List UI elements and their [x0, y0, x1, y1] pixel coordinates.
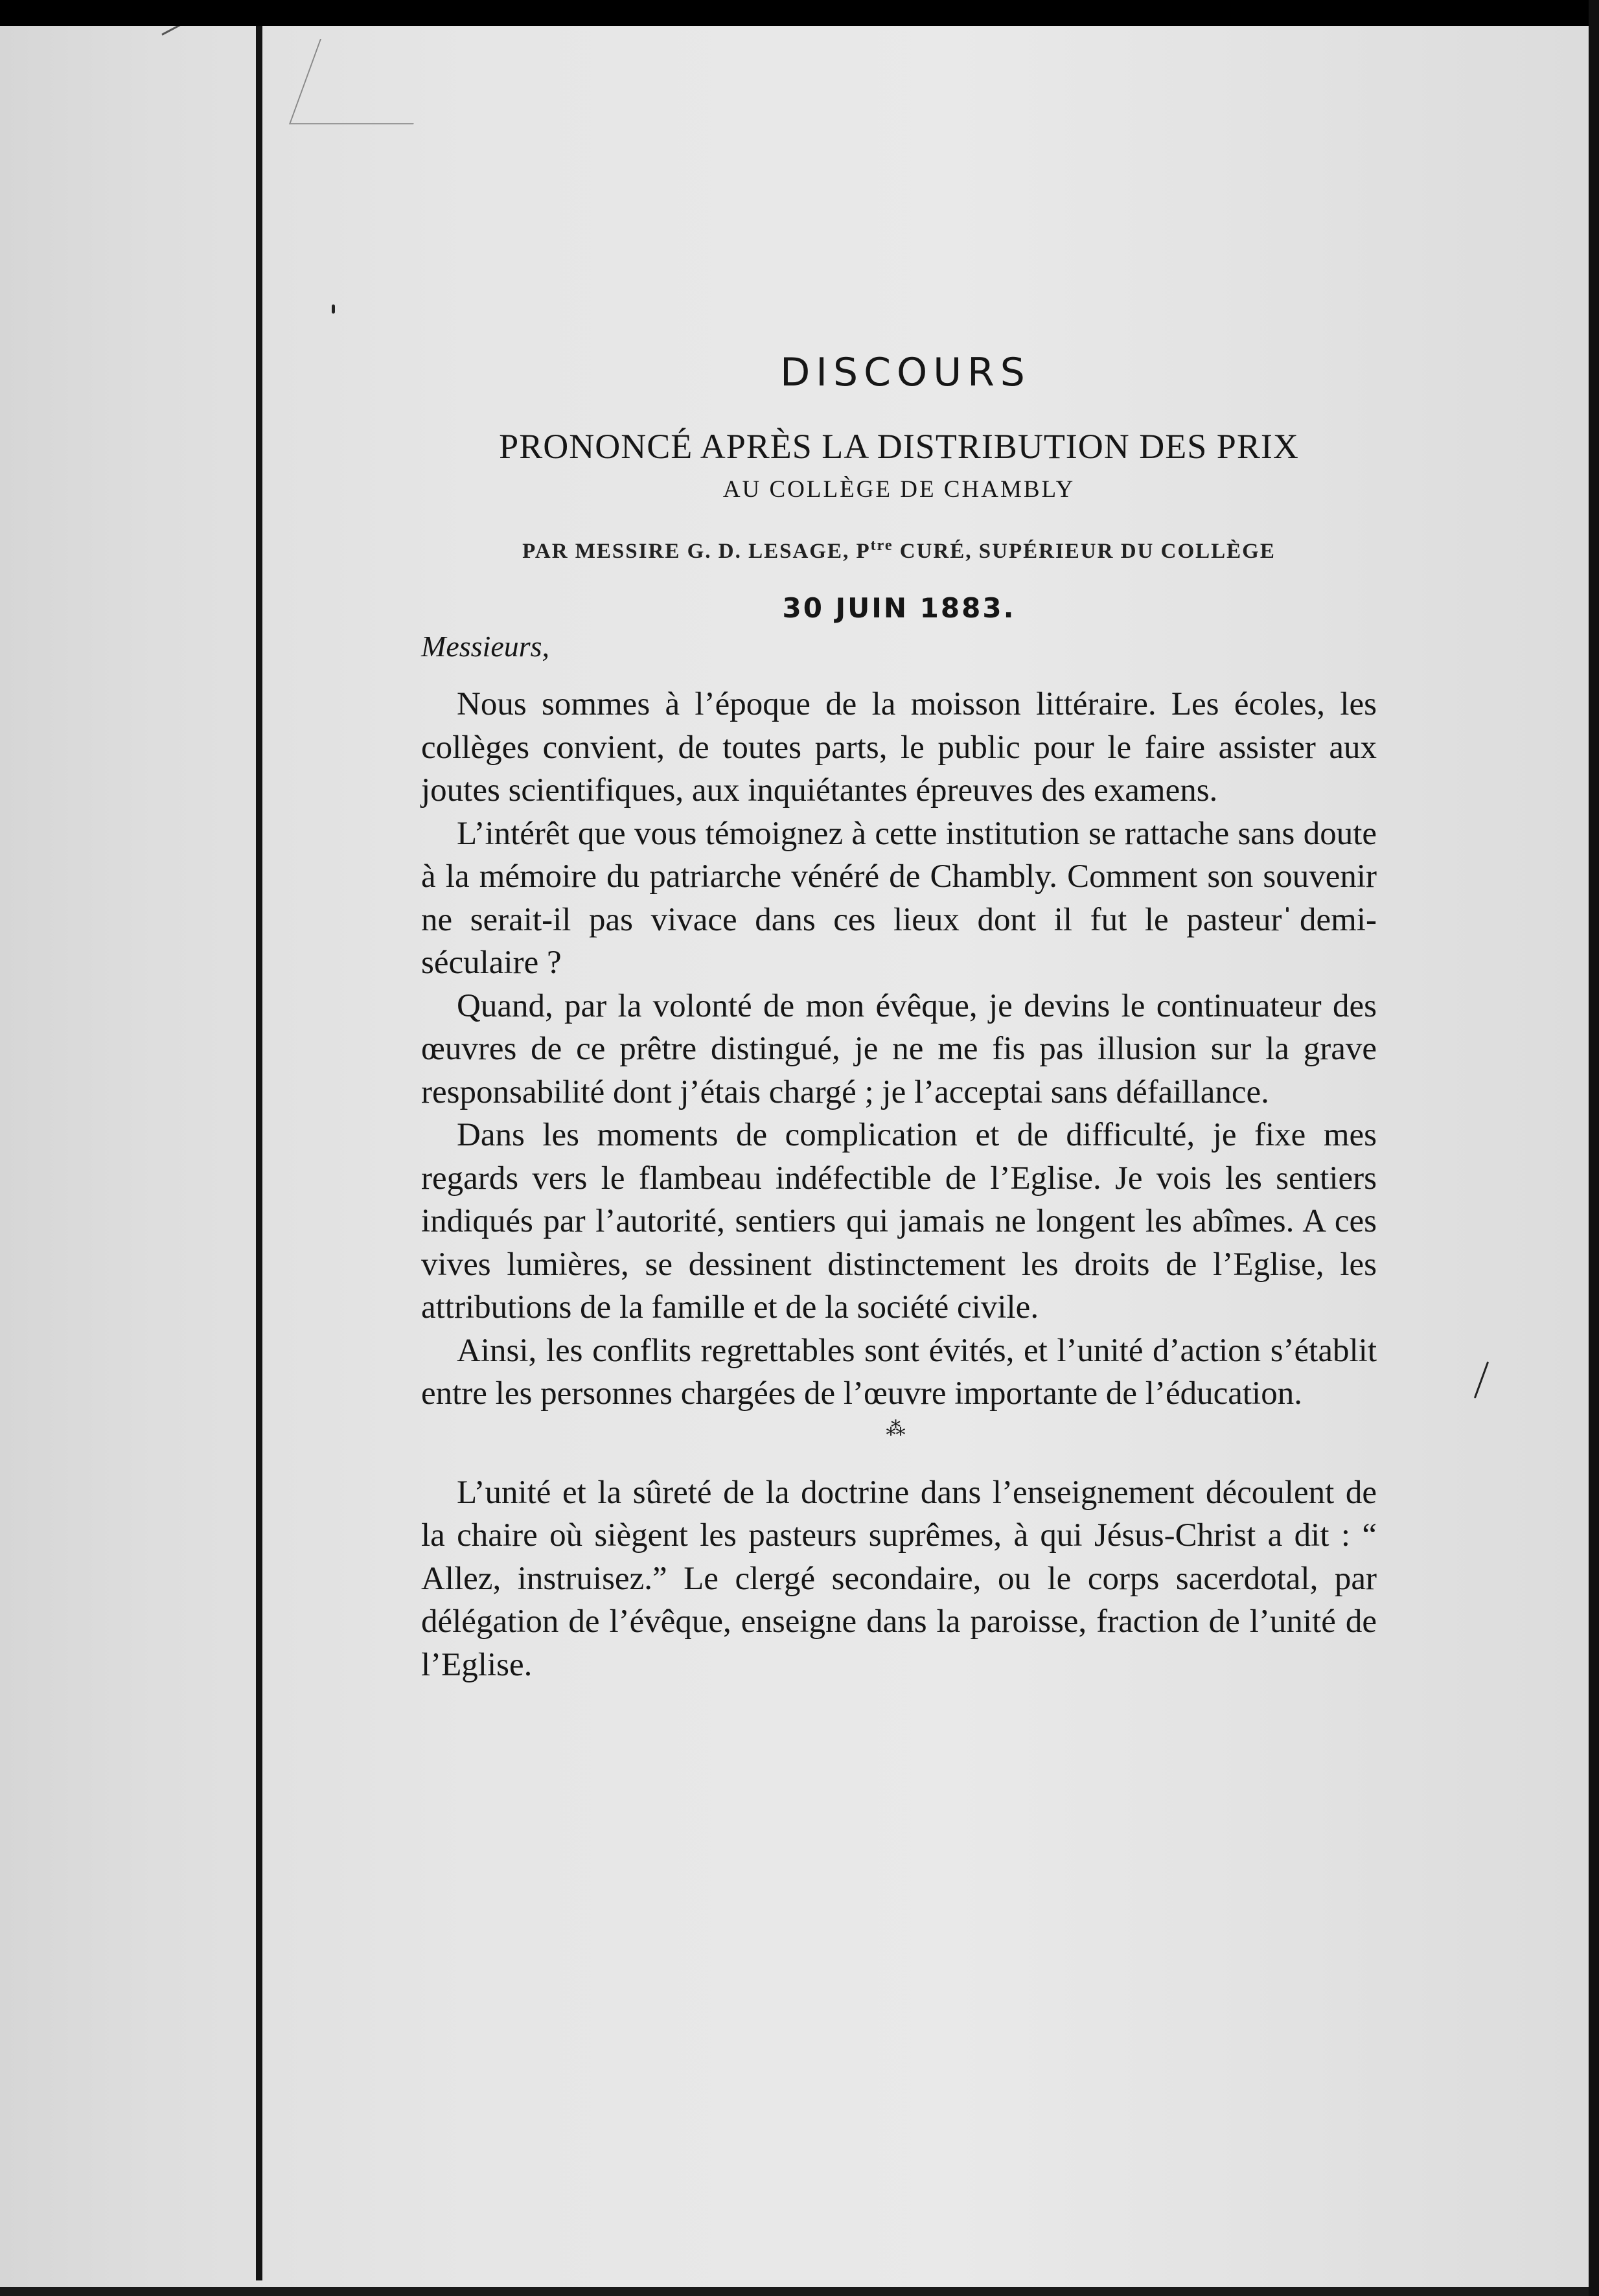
document-author [421, 537, 1377, 564]
paragraph: L’unité et la sûreté de la doctrine dans l’enseignement découlent de la chaire où siègent les pasteurs suprêmes, à qui Jésus-Christ a dit : “ Allez, instruisez.” Le clergé secondaire, ou le corps sacerdotal, par délégation de l’évêque, enseigne dans la paroisse, fraction de l’unité de l’Eglise. [421, 1474, 1377, 1683]
page-fold-mark [161, 26, 231, 36]
author-prefix: PAR MESSIRE G. D. LESAGE, P [522, 540, 871, 563]
section-separator: ⁂ [886, 1418, 912, 1440]
document-subtitle: PRONONCÉ APRÈS LA DISTRIBUTION DES PRIX [499, 427, 1299, 466]
scan-speck [1474, 1361, 1489, 1398]
document-date: 30 JUIN 1883. [782, 592, 1016, 624]
document-body [421, 350, 1377, 1686]
salutation: Messieurs, [421, 630, 550, 663]
document-title: DISCOURS [780, 350, 1031, 395]
binding-edge [256, 26, 262, 2280]
scan-speck [332, 304, 335, 314]
scan-right-border [1589, 0, 1599, 2296]
paragraph: Dans les moments de complication et de difficulté, je fixe mes regards vers le flambeau indéfectible de l’Eglise. Je vois les sentiers indiqués par l’autorité, sentiers qui jamais ne longent les abîmes. A ces vives lumières, se dessinent distinctement les droits de l’Eglise, les attributions de la famille et de la société civile. [421, 1117, 1377, 1326]
author-superscript: tre [870, 537, 893, 554]
author-suffix: CURÉ, SUPÉRIEUR DU COLLÈGE [893, 540, 1276, 563]
paragraph: L’intérêt que vous témoignez à cette institution se rattache sans doute à la mémoire du patriarche vénéré de Chambly. Comment son souvenir ne serait-il pas vivace dans ces lieux dont il fut le pasteur demi-séculaire ? [421, 815, 1377, 981]
page-fold-mark [289, 39, 444, 124]
paragraph: Quand, par la volonté de mon évêque, je devins le continuateur des œuvres de ce prêtre distingué, je ne me fis pas illusion sur la grave responsabilité dont j’étais chargé ; je l’acceptai sans défaillance. [421, 987, 1377, 1110]
document-college: AU COLLÈGE DE CHAMBLY [722, 476, 1076, 503]
paragraph: Ainsi, les conflits regrettables sont évités, et l’unité d’action s’établit entre les personnes chargées de l’œuvre importante de l’éducation. [421, 1332, 1377, 1412]
paragraph: Nous sommes à l’époque de la moisson littéraire. Les écoles, les collèges convient, de toutes parts, le public pour le faire assister aux joutes scientifiques, aux inquiétantes épreuves des examens. [421, 686, 1377, 809]
